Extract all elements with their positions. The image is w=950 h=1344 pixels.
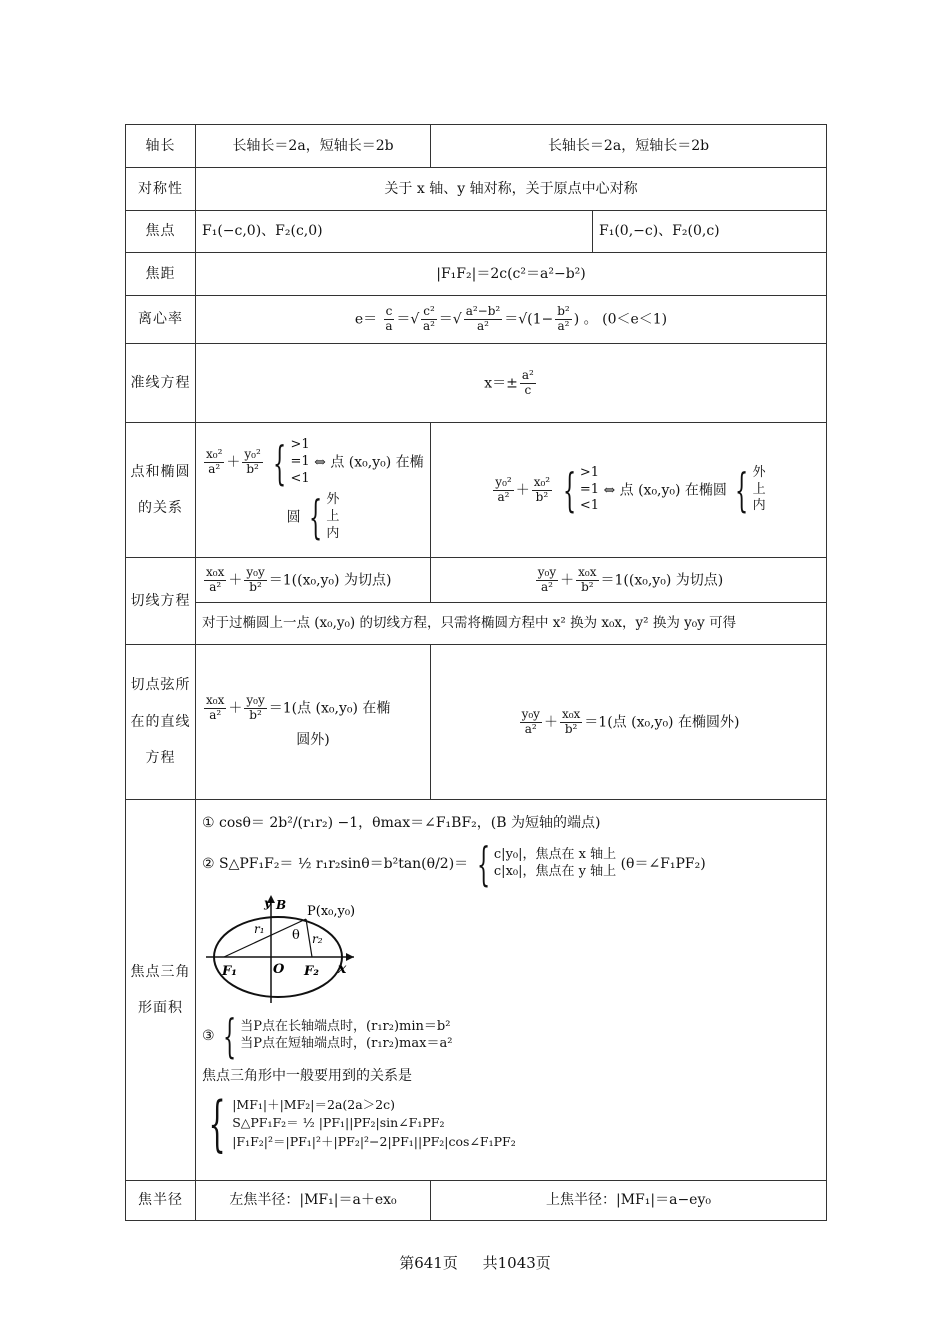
row-label: 点和椭圆的关系	[126, 423, 196, 558]
cell-text: |F₁F₂|＝2c(c²＝a²−b²)	[196, 253, 827, 296]
formula-range: 。 (0＜e＜1)	[583, 311, 668, 328]
svg-text:O: O	[273, 961, 285, 977]
cell-text: 关于 x 轴、y 轴对称，关于原点中心对称	[196, 168, 827, 211]
focal-triangle-diagram	[206, 895, 356, 1005]
item-2: ② S△PF₁F₂＝ ½ r₁r₂sinθ＝b²tan(θ/2)＝ { c|y₀|，焦点在 x 轴上 c|x₀|，焦点在 y 轴上 (θ＝∠F₁PF₂)	[202, 836, 706, 891]
row-axis	[126, 125, 827, 168]
row-directrix	[126, 344, 827, 423]
svg-text:F₂: F₂	[304, 963, 319, 979]
svg-text:F₁: F₁	[222, 963, 237, 979]
row-tangent	[126, 558, 827, 603]
row-label: 焦半径	[126, 1181, 196, 1221]
page-total: 共1043页	[482, 1254, 551, 1272]
row-point-relation	[126, 423, 827, 558]
row-label: 准线方程	[126, 344, 196, 423]
row-focal-triangle	[126, 800, 827, 1181]
row-tangent-note	[126, 603, 827, 645]
row-eccentricity	[126, 296, 827, 344]
item-1: ① cosθ＝ 2b²/(r₁r₂) −1，θmax＝∠F₁BF₂，(B 为短轴的端点)	[202, 815, 601, 831]
page-footer	[0, 1252, 950, 1273]
svg-text:θ: θ	[292, 927, 300, 943]
cell-vertical: F₁(0,−c)、F₂(0,c)	[593, 211, 827, 253]
fraction: $\frac{\text{a²−b²}}{\text{a²}}$	[465, 304, 501, 333]
fraction: $\frac{\text{b²}}{\text{a²}}$	[557, 304, 570, 333]
row-label: 焦点	[126, 211, 196, 253]
row-label: 对称性	[126, 168, 196, 211]
row-label: 焦距	[126, 253, 196, 296]
row-chord	[126, 645, 827, 800]
svg-text:y: y	[264, 895, 271, 910]
svg-text:x: x	[338, 960, 347, 977]
relation-title: 焦点三角形中一般要用到的关系是	[202, 1067, 412, 1084]
row-label: 离心率	[126, 296, 196, 344]
cell-horizontal: $\frac{\text{x₀x}}{\text{a²}}$ ＋ $\frac{\text{y₀y}}{\text{b²}}$ ＝1((x₀,y₀) 为切点)	[196, 558, 431, 603]
cell-vertical: 长轴长＝2a，短轴长＝2b	[431, 125, 827, 168]
row-focal-distance	[126, 253, 827, 296]
cell-vertical: $\frac{\text{y₀y}}{\text{a²}}$ ＋ $\frac{\text{x₀x}}{\text{b²}}$ ＝1(点 (x₀,y₀) 在椭圆外)	[431, 645, 827, 800]
cell-content	[196, 800, 827, 1181]
cell-horizontal: 左焦半径：|MF₁|＝a＋ex₀	[196, 1181, 431, 1221]
cell-formula: e＝ $\frac{c}{a}$ ＝√ $\frac{\text{c²}}{\text{a²}}$ ＝√ $\frac{\text{a²−b²}}{\text{a²}}$ ＝√(1− $\frac{\text{b²}}{\text{a²}}$ ) 。 (0＜e＜1)	[196, 296, 827, 344]
cell-vertical: $\frac{\text{y₀²}}{\text{a²}}$ ＋ $\frac{\text{x₀²}}{\text{b²}}$ { >1 =1 <1 ⇔ 点 (x₀,y₀) 在椭圆 { 外 上 内	[431, 423, 827, 558]
row-label: 切点弦所在的直线方程	[126, 645, 196, 800]
item-3: ③ { 当P点在长轴端点时，(r₁r₂)min＝b² 当P点在短轴端点时，(r₁r₂)max＝a²	[202, 1008, 453, 1063]
relations: { |MF₁|＋|MF₂|＝2a(2a＞2c) S△PF₁F₂＝ ½ |PF₁||PF₂|sin∠F₁PF₂ |F₁F₂|²＝|PF₁|²＋|PF₂|²−2|PF₁||PF₂|cos∠F₁PF₂	[208, 1088, 516, 1159]
row-focus	[126, 211, 827, 253]
ellipse-properties-table	[125, 124, 827, 1221]
svg-text:P(x₀,y₀): P(x₀,y₀)	[307, 903, 356, 919]
position-brace: { 外 上 内	[309, 490, 340, 545]
fraction: $\frac{c}{a}$	[385, 304, 393, 333]
cell-vertical: 上焦半径：|MF₁|＝a−ey₀	[431, 1181, 827, 1221]
cell-vertical: $\frac{\text{y₀y}}{\text{a²}}$ ＋ $\frac{\text{x₀x}}{\text{b²}}$ ＝1((x₀,y₀) 为切点)	[431, 558, 827, 603]
formula-prefix: e＝	[354, 311, 378, 328]
svg-text:r₁: r₁	[254, 921, 265, 936]
cell-horizontal: $\frac{\text{x₀x}}{\text{a²}}$ ＋ $\frac{\text{y₀y}}{\text{b²}}$ ＝1(点 (x₀,y₀) 在椭 圆外)	[196, 645, 431, 800]
formula-prefix: x＝±	[484, 375, 518, 391]
sign-brace: { >1 =1 <1	[273, 435, 310, 490]
row-label: 切线方程	[126, 558, 196, 645]
svg-text:r₂: r₂	[312, 931, 323, 946]
row-symmetry	[126, 168, 827, 211]
cell-horizontal: $\frac{\text{x₀²}}{\text{a²}}$ ＋ $\frac{\text{y₀²}}{\text{b²}}$ { >1 =1 <1 ⇔ 点 (x₀,y₀) 在椭 圆 { 外 上 内	[196, 423, 431, 558]
row-label: 焦点三角形面积	[126, 800, 196, 1181]
cell-formula	[196, 344, 827, 423]
row-label: 轴长	[126, 125, 196, 168]
cell-horizontal: 长轴长＝2a，短轴长＝2b	[196, 125, 431, 168]
page-number: 第641页	[399, 1254, 458, 1272]
row-focal-radius	[126, 1181, 827, 1221]
fraction: $\frac{\text{c²}}{\text{a²}}$	[423, 304, 435, 333]
fraction: $\frac{\text{a²}}{c}$	[521, 367, 534, 397]
cell-horizontal: F₁(−c,0)、F₂(c,0)	[196, 211, 593, 253]
svg-text:B: B	[276, 897, 287, 912]
cell-note: 对于过椭圆上一点 (x₀,y₀) 的切线方程，只需将椭圆方程中 x² 换为 x₀x，y² 换为 y₀y 可得	[196, 603, 827, 645]
